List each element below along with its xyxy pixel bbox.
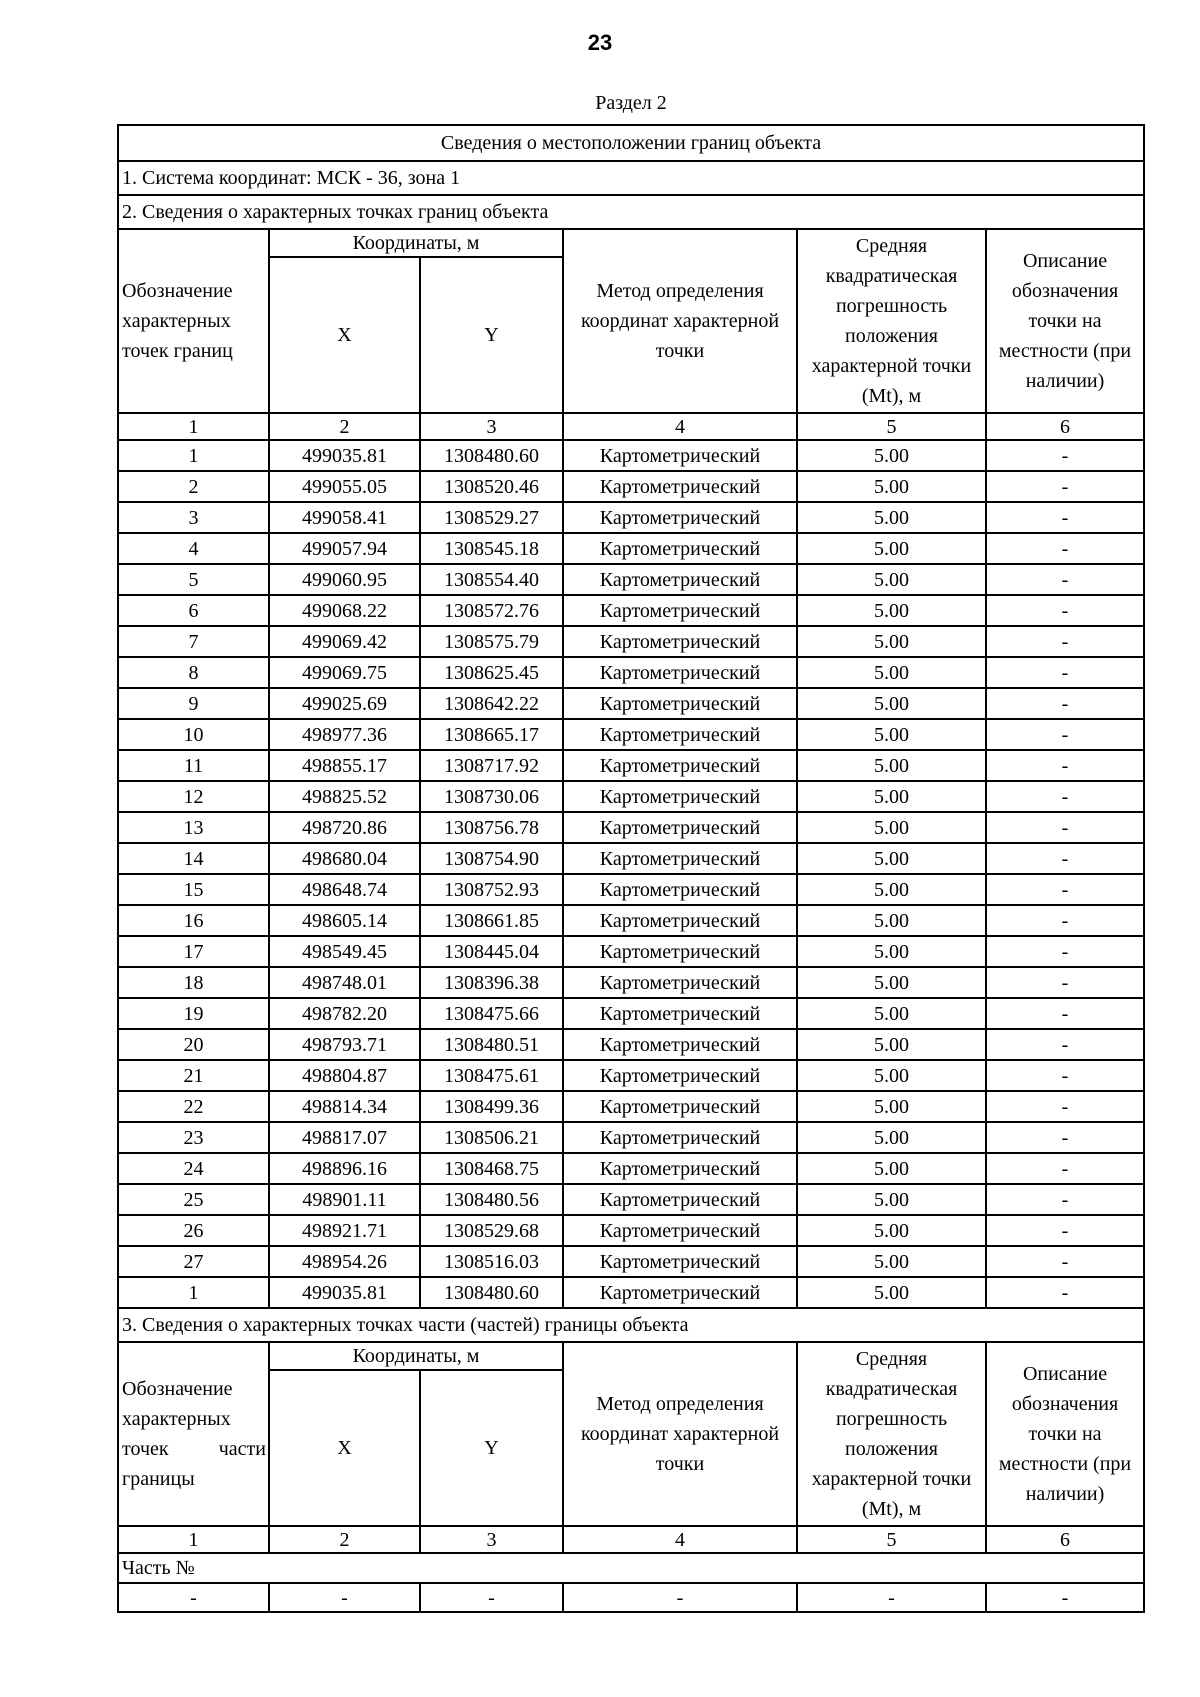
point-row [118,440,1144,471]
table-cell: - [118,1583,269,1612]
table-cell: 498825.52 [269,781,420,812]
table-cell: 1308756.78 [420,812,563,843]
table-cell: 5.00 [797,440,986,471]
table-cell: - [986,719,1144,750]
table-cell: Картометрический [563,719,797,750]
table-cell: - [986,1246,1144,1277]
table-cell: 5.00 [797,1029,986,1060]
table-cell: 1308480.60 [420,440,563,471]
table-cell: 1308545.18 [420,533,563,564]
point-row [118,843,1144,874]
table-cell: 1308575.79 [420,626,563,657]
col-number: 4 [563,1526,797,1553]
table-cell: 5.00 [797,564,986,595]
table-cell: - [986,874,1144,905]
point-row [118,781,1144,812]
point-row [118,471,1144,502]
table-cell: 1308752.93 [420,874,563,905]
point-row [118,1215,1144,1246]
header-designation-parts: Обозначение характерных точек части границы [118,1342,269,1526]
table-cell: - [986,1215,1144,1246]
table-cell: 498901.11 [269,1184,420,1215]
point-row [118,1184,1144,1215]
point-row [118,905,1144,936]
table-cell: - [986,843,1144,874]
table-cell: 21 [118,1060,269,1091]
table-cell: 5.00 [797,843,986,874]
col-number: 1 [118,413,269,440]
table-cell: Картометрический [563,1153,797,1184]
table-cell: 5.00 [797,688,986,719]
table-cell: 1308516.03 [420,1246,563,1277]
table-cell: 499058.41 [269,502,420,533]
part-label: Часть № [118,1553,1144,1583]
table-cell: 5.00 [797,905,986,936]
col-number: 6 [986,1526,1144,1553]
table-cell: 1308642.22 [420,688,563,719]
table-cell: 1308572.76 [420,595,563,626]
table-cell: 1308529.27 [420,502,563,533]
point-row [118,874,1144,905]
table-cell: Картометрический [563,750,797,781]
col-number: 2 [269,413,420,440]
table-cell: 499035.81 [269,1277,420,1308]
table-cell: 11 [118,750,269,781]
point-row [118,1060,1144,1091]
table-cell: 5.00 [797,502,986,533]
table-cell: - [986,1184,1144,1215]
table-cell: - [986,781,1144,812]
table-cell: 498814.34 [269,1091,420,1122]
table-cell: Картометрический [563,874,797,905]
table-cell: - [269,1583,420,1612]
table-cell: 1308499.36 [420,1091,563,1122]
point-row [118,533,1144,564]
table-cell: Картометрический [563,626,797,657]
table-cell: Картометрический [563,998,797,1029]
table-cell: 499025.69 [269,688,420,719]
table-cell: Картометрический [563,967,797,998]
table-cell: 24 [118,1153,269,1184]
header-error-parts: Средняя квадратическая погрешность положения характерной точки (Mt), м [797,1342,986,1526]
table-cell: - [986,688,1144,719]
table-cell: - [986,1153,1144,1184]
table-cell: 499069.75 [269,657,420,688]
table-cell: 5.00 [797,1215,986,1246]
table-cell: Картометрический [563,812,797,843]
table-cell: 498793.71 [269,1029,420,1060]
table-cell: Картометрический [563,502,797,533]
table-cell: 1308506.21 [420,1122,563,1153]
table-cell: 1308717.92 [420,750,563,781]
table-title: Сведения о местоположении границ объекта [118,125,1144,161]
table-cell: 5.00 [797,719,986,750]
table-cell: 14 [118,843,269,874]
table-cell: - [986,502,1144,533]
point-row [118,1153,1144,1184]
table-cell: 17 [118,936,269,967]
table-cell: 498921.71 [269,1215,420,1246]
col-number: 4 [563,413,797,440]
table-cell: 5.00 [797,874,986,905]
table-cell: 5.00 [797,1060,986,1091]
table-cell: 5.00 [797,533,986,564]
table-cell: 1308730.06 [420,781,563,812]
table-cell: 499069.42 [269,626,420,657]
column-numbers-row-parts [118,1526,1144,1553]
table-cell: 498605.14 [269,905,420,936]
table-cell: 5.00 [797,998,986,1029]
table-cell: - [986,471,1144,502]
table-cell: 1308480.60 [420,1277,563,1308]
header-coords-parts: Координаты, м [269,1342,563,1370]
table-cell: - [986,750,1144,781]
table-cell: - [986,967,1144,998]
table-cell: 5.00 [797,1277,986,1308]
table-cell: 5.00 [797,1153,986,1184]
table-cell: 16 [118,905,269,936]
header-error: Средняя квадратическая погрешность положения характерной точки (Mt), м [797,229,986,413]
point-row [118,688,1144,719]
point-row [118,626,1144,657]
table-cell: Картометрический [563,843,797,874]
table-cell: Картометрический [563,533,797,564]
table-cell: 498804.87 [269,1060,420,1091]
header-designation: Обозначение характерных точек границ [118,229,269,413]
point-row [118,595,1144,626]
table-cell: 499068.22 [269,595,420,626]
table-cell: - [986,998,1144,1029]
table-cell: 1308475.66 [420,998,563,1029]
table-cell: - [986,657,1144,688]
header-method: Метод определения координат характерной точки [563,229,797,413]
table-cell: 5.00 [797,471,986,502]
table-cell: - [986,533,1144,564]
table-cell: 498896.16 [269,1153,420,1184]
table-cell: 498720.86 [269,812,420,843]
table-cell: 13 [118,812,269,843]
table-cell: 1308661.85 [420,905,563,936]
col-number: 1 [118,1526,269,1553]
point-row [118,1029,1144,1060]
table-cell: 3 [118,502,269,533]
table-cell: 5.00 [797,750,986,781]
table-cell: 10 [118,719,269,750]
table-cell: - [986,936,1144,967]
table-cell: Картометрический [563,688,797,719]
table-cell: 499060.95 [269,564,420,595]
table-cell: 5.00 [797,936,986,967]
table-cell: 7 [118,626,269,657]
header-y-parts: Y [420,1370,563,1526]
table-cell: - [986,1091,1144,1122]
table-cell: - [797,1583,986,1612]
table-cell: - [986,595,1144,626]
coord-system: 1. Система координат: МСК - 36, зона 1 [118,161,1144,195]
table-cell: 498648.74 [269,874,420,905]
table-cell: 1 [118,440,269,471]
table-cell: - [986,564,1144,595]
table-cell: Картометрический [563,1277,797,1308]
table-cell: 1 [118,1277,269,1308]
header-description: Описание обозначения точки на местности (при наличии) [986,229,1144,413]
table-cell: Картометрический [563,936,797,967]
table-cell: 9 [118,688,269,719]
table-cell: 1308480.56 [420,1184,563,1215]
table-cell: 15 [118,874,269,905]
col-number: 5 [797,1526,986,1553]
table-cell: 5.00 [797,812,986,843]
table-cell: Картометрический [563,564,797,595]
table-cell: 1308480.51 [420,1029,563,1060]
point-row [118,750,1144,781]
col-number: 2 [269,1526,420,1553]
table-cell: Картометрический [563,1215,797,1246]
point-row [118,1277,1144,1308]
table-cell: - [986,626,1144,657]
table-cell: 498954.26 [269,1246,420,1277]
table-cell: - [986,1122,1144,1153]
table-cell: - [986,1060,1144,1091]
table-cell: - [986,905,1144,936]
table-cell: Картометрический [563,657,797,688]
table-cell: 1308529.68 [420,1215,563,1246]
point-row [118,1091,1144,1122]
table-cell: Картометрический [563,595,797,626]
points-heading: 2. Сведения о характерных точках границ объекта [118,195,1144,229]
table-cell: 498977.36 [269,719,420,750]
table-cell: - [420,1583,563,1612]
header-y: Y [420,257,563,413]
point-row [118,502,1144,533]
table-cell: Картометрический [563,1122,797,1153]
table-cell: 5 [118,564,269,595]
table-cell: 5.00 [797,781,986,812]
table-cell: 23 [118,1122,269,1153]
table-cell: 498817.07 [269,1122,420,1153]
table-cell: Картометрический [563,781,797,812]
table-cell: 499055.05 [269,471,420,502]
point-row [118,1246,1144,1277]
table-cell: - [986,1583,1144,1612]
section-title: Раздел 2 [595,92,667,114]
table-cell: 5.00 [797,657,986,688]
table-cell: 5.00 [797,1184,986,1215]
point-row [118,564,1144,595]
point-row [118,812,1144,843]
table-cell: - [986,440,1144,471]
table-cell: Картометрический [563,1029,797,1060]
header-x-parts: X [269,1370,420,1526]
table-cell: 1308625.45 [420,657,563,688]
table-cell: 5.00 [797,1246,986,1277]
table-cell: 498549.45 [269,936,420,967]
table-cell: 1308396.38 [420,967,563,998]
table-cell: 5.00 [797,1122,986,1153]
table-cell: 5.00 [797,626,986,657]
col-number: 3 [420,1526,563,1553]
point-row [118,657,1144,688]
table-cell: 6 [118,595,269,626]
table-cell: 5.00 [797,967,986,998]
table-cell: - [986,1029,1144,1060]
table-cell: 1308475.61 [420,1060,563,1091]
table-cell: 19 [118,998,269,1029]
header-method-parts: Метод определения координат характерной точки [563,1342,797,1526]
table-cell: 5.00 [797,1091,986,1122]
table-cell: 2 [118,471,269,502]
table-cell: - [563,1583,797,1612]
table-cell: 498855.17 [269,750,420,781]
table-cell: 25 [118,1184,269,1215]
table-cell: 498748.01 [269,967,420,998]
table-cell: 4 [118,533,269,564]
point-row [118,1122,1144,1153]
table-cell: Картометрический [563,1184,797,1215]
table-cell: 1308468.75 [420,1153,563,1184]
point-row [118,967,1144,998]
table-cell: Картометрический [563,1246,797,1277]
table-cell: 1308445.04 [420,936,563,967]
header-coords: Координаты, м [269,229,563,257]
table-cell: Картометрический [563,471,797,502]
table-cell: Картометрический [563,440,797,471]
point-row [118,719,1144,750]
parts-heading: 3. Сведения о характерных точках части (частей) границы объекта [118,1308,1144,1342]
boundary-table [117,124,1145,1613]
col-number: 6 [986,413,1144,440]
point-row [118,998,1144,1029]
table-cell: 1308520.46 [420,471,563,502]
header-x: X [269,257,420,413]
table-cell: 12 [118,781,269,812]
table-cell: 1308754.90 [420,843,563,874]
point-row [118,936,1144,967]
table-cell: - [986,812,1144,843]
column-numbers-row [118,413,1144,440]
table-cell: 498782.20 [269,998,420,1029]
table-cell: 499057.94 [269,533,420,564]
table-cell: 20 [118,1029,269,1060]
table-cell: 26 [118,1215,269,1246]
col-number: 5 [797,413,986,440]
part-row [118,1583,1144,1612]
table-cell: Картометрический [563,1060,797,1091]
table-cell: - [986,1277,1144,1308]
header-description-parts: Описание обозначения точки на местности (при наличии) [986,1342,1144,1526]
table-cell: 5.00 [797,595,986,626]
page-number: 23 [587,30,613,55]
table-cell: Картометрический [563,905,797,936]
table-cell: Картометрический [563,1091,797,1122]
table-cell: 8 [118,657,269,688]
table-cell: 27 [118,1246,269,1277]
table-cell: 1308554.40 [420,564,563,595]
table-cell: 499035.81 [269,440,420,471]
table-cell: 498680.04 [269,843,420,874]
table-cell: 1308665.17 [420,719,563,750]
col-number: 3 [420,413,563,440]
table-cell: 22 [118,1091,269,1122]
table-cell: 18 [118,967,269,998]
